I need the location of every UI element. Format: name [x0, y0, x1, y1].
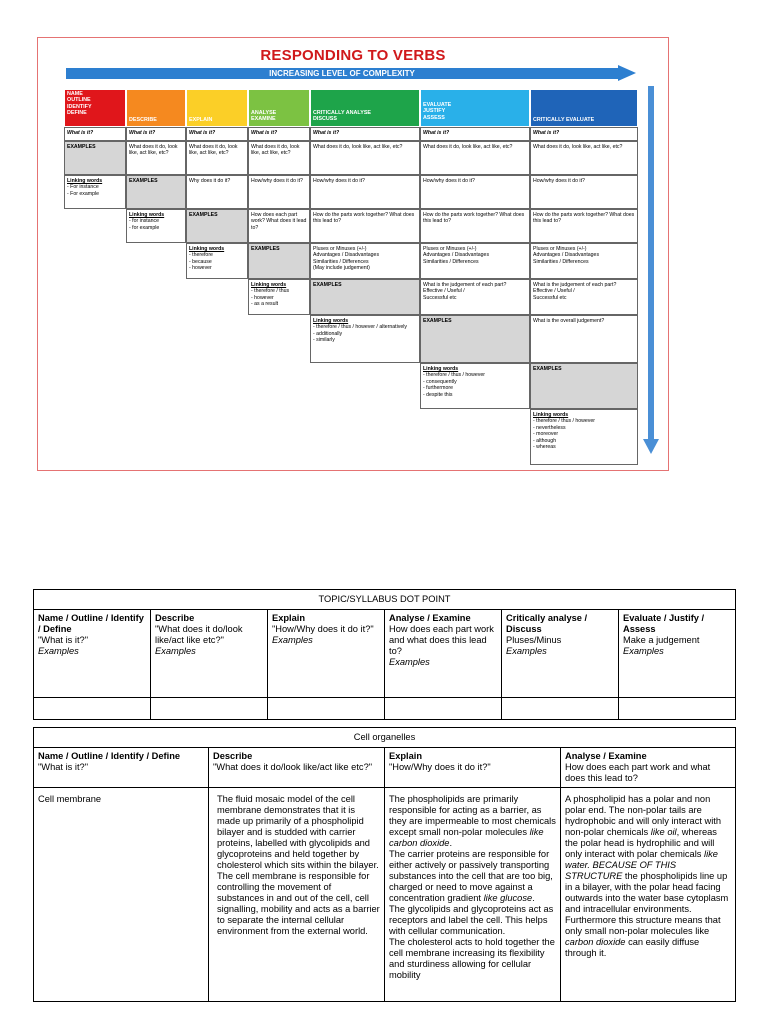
text-run: , whereas the polar head is hydrophilic and will only interact with polar chemicals [565, 827, 717, 859]
cell: How/why does it do it? [310, 175, 420, 209]
linking-item: - however [189, 265, 212, 272]
column-head: Analyse / Examine [565, 751, 647, 761]
cell: Why does it do it? [186, 175, 248, 209]
cell: How/why does it do it? [420, 175, 530, 209]
cell: What is the overall judgement? [530, 315, 638, 363]
text-run: like carbon dioxide [389, 827, 544, 848]
linking-title: Linking words [67, 178, 103, 184]
cell: Pluses or Minuses (+/-) Advantages / Disadvantages Similarities / Differences [530, 243, 638, 279]
linking-item: - therefore / thus [251, 288, 290, 295]
empty-cell[interactable] [151, 698, 268, 720]
column-head: Name / Outline / Identify / Define [38, 613, 144, 634]
cell-examples: EXAMPLES [126, 175, 186, 209]
cell-text: What is it? [533, 130, 560, 136]
linking-item: - whereas [533, 444, 556, 451]
describe-text: The fluid mosaic model of the cell membrane demonstrates that it is made up primarily of a phospholipid bilayer and is studded with carrier proteins, labelled with glycolipids and glycoproteins and held together by cholesterol which sits within the bilayer. [217, 794, 379, 870]
arrow-label: INCREASING LEVEL OF COMPLEXITY [269, 69, 415, 78]
column-header [385, 748, 561, 788]
column-head: Explain [389, 751, 423, 761]
text-run: carbon dioxide [565, 937, 626, 947]
table-title: TOPIC/SYLLABUS DOT POINT [34, 590, 736, 610]
explain-text [389, 849, 556, 904]
column-header [619, 610, 736, 698]
column-sub: "How/Why does it do it?" [389, 762, 491, 772]
column-examples: Examples [155, 646, 196, 656]
text-run: The phospholipids are primarily responsible for acting as a barrier, as they are impermeable to most chemicals except small non-polar molecules [389, 794, 556, 837]
linking-item: - for instance [129, 218, 159, 225]
header-critically-analyse: CRITICALLY ANALYSE DISCUSS [310, 89, 420, 127]
text-run: can easily diffuse through it. [565, 937, 700, 958]
describe-text: The cell membrane is responsible for controlling the movement of substances in and out of the cell, cell signalling, mobility and acts as a barrier to separate the internal cellular environment from the external world. [217, 871, 380, 936]
analyse-cell [561, 788, 736, 1002]
column-examples: Examples [389, 657, 430, 667]
linking-item: - similarly [313, 337, 335, 344]
cell-examples: EXAMPLES [530, 363, 638, 409]
complexity-arrow [66, 65, 636, 81]
header-name: NAME OUTLINE IDENTIFY DEFINE [64, 89, 126, 127]
text-run: The carrier proteins are responsible for either actively or passively transporting substances into the cell that are too big, charged or need to move against a concentration gradient [389, 849, 553, 903]
linking-item: - therefore / thus / however [533, 418, 595, 425]
cell: What is the judgement of each part? Effective / Useful / Successful etc [530, 279, 638, 315]
column-sub: "How/Why does it do it?" [272, 624, 374, 634]
cell: What does it do, look like, act like, etc? [186, 141, 248, 175]
cell: What does it do, look like, act like, etc? [420, 141, 530, 175]
empty-cell[interactable] [619, 698, 736, 720]
cell-linking [64, 175, 126, 209]
linking-title: Linking words [189, 246, 225, 252]
cell-text: What is it? [129, 130, 156, 136]
verbs-grid [64, 89, 638, 465]
cell: How do the parts work together? What does this lead to? [420, 209, 530, 243]
header-analyse: ANALYSE EXAMINE [248, 89, 310, 127]
text-run: . [532, 893, 535, 903]
vertical-arrow [643, 86, 659, 456]
cell [530, 127, 638, 141]
cell-examples: EXAMPLES [310, 279, 420, 315]
describe-cell [209, 788, 385, 1002]
cell: What does it do, look like, act like, etc? [530, 141, 638, 175]
text-run: like water. BECAUSE OF THIS STRUCTURE [565, 849, 718, 881]
cell [126, 127, 186, 141]
column-head: Evaluate / Justify / Assess [623, 613, 705, 634]
column-sub: "What does it do/look like/act like etc?" [213, 762, 373, 772]
linking-title: Linking words [251, 282, 287, 288]
explain-cell [385, 788, 561, 1002]
header-describe: DESCRIBE [126, 89, 186, 127]
linking-item: - nevertheless [533, 424, 566, 431]
text-run: the phospholipids line up in a bilayer, with the polar head facing outwards into the water base cytoplasm and intracellular environments. [565, 871, 729, 914]
column-examples: Examples [506, 646, 547, 656]
cell-linking [186, 243, 248, 279]
empty-cell[interactable] [268, 698, 385, 720]
table-header-row [34, 748, 736, 788]
cell-organelles-table [33, 727, 736, 1002]
linking-item: - moreover [533, 431, 559, 438]
column-sub: "What is it?" [38, 762, 88, 772]
cell [310, 127, 420, 141]
cell-text: What is it? [67, 130, 94, 136]
column-head: Explain [272, 613, 306, 623]
empty-cell[interactable] [385, 698, 502, 720]
empty-cell[interactable] [34, 698, 151, 720]
cell-text: What is it? [189, 130, 216, 136]
linking-item: - therefore / thus / however [423, 372, 485, 379]
cell: What does it do, look like, act like, etc? [248, 141, 310, 175]
figure-title: RESPONDING TO VERBS [260, 47, 446, 64]
column-examples: Examples [272, 635, 313, 645]
column-head: Describe [213, 751, 253, 761]
column-header [151, 610, 268, 698]
linking-item: - For instance [67, 184, 99, 191]
cell [64, 127, 126, 141]
linking-item: - for example [129, 224, 160, 231]
cell: How/why does it do it? [248, 175, 310, 209]
cell [186, 127, 248, 141]
cell [420, 127, 530, 141]
explain-text [389, 794, 556, 849]
cell: What does it do, look like, act like, etc? [126, 141, 186, 175]
cell [248, 127, 310, 141]
linking-item: - furthermore [423, 385, 453, 392]
linking-item: - despite this [423, 391, 453, 398]
column-header [268, 610, 385, 698]
cell: Pluses or Minuses (+/-) Advantages / Disadvantages Similarities / Differences (May include judgement) [310, 243, 420, 279]
column-head: Analyse / Examine [389, 613, 471, 623]
cell-examples: EXAMPLES [420, 315, 530, 363]
linking-item: - therefore / thus / however / alternatively [313, 324, 407, 331]
header-evaluate: EVALUATE JUSTIFY ASSESS [420, 89, 530, 127]
column-sub: "What is it?" [38, 635, 88, 645]
cell: How do the parts work together? What does this lead to? [530, 209, 638, 243]
column-sub: Make a judgement [623, 635, 700, 645]
cell-linking [420, 363, 530, 409]
explain-text: The cholesterol acts to hold together the cell membrane increasing its flexibility and sturdiness allowing for cellular mobility [389, 937, 555, 980]
cell-text: What is it? [313, 130, 340, 136]
cell-examples: EXAMPLES [64, 141, 126, 175]
column-examples: Examples [38, 646, 79, 656]
linking-title: Linking words [129, 212, 165, 218]
arrow-bar [648, 86, 654, 441]
table-header-row [34, 610, 736, 698]
linking-item: - however [251, 294, 274, 301]
column-sub: How does each part work and what does this lead to? [565, 762, 711, 783]
linking-item: - additionally [313, 330, 343, 337]
analyse-text [565, 794, 731, 915]
arrow-down-icon [643, 439, 659, 454]
empty-cell[interactable] [502, 698, 619, 720]
cell-linking [126, 209, 186, 243]
text-run: Furthermore this structure means that only small non-polar molecules like [565, 915, 721, 936]
column-sub: "What does it do/look like/act like etc?" [155, 624, 243, 645]
header-critically-evaluate: CRITICALLY EVALUATE [530, 89, 638, 127]
cell-linking [310, 315, 420, 363]
linking-item: - because [189, 258, 212, 265]
cell-examples: EXAMPLES [186, 209, 248, 243]
linking-item: - therefore [189, 252, 213, 259]
column-header [502, 610, 619, 698]
column-head: Describe [155, 613, 195, 623]
analyse-text [565, 915, 731, 959]
cell: How does each part work? What does it lead to? [248, 209, 310, 243]
organelle-name-text: Cell membrane [38, 794, 102, 804]
linking-item: - consequently [423, 378, 457, 385]
column-examples: Examples [623, 646, 664, 656]
text-run: . [449, 838, 453, 848]
organelle-name [34, 788, 209, 1002]
column-head: Critically analyse / Discuss [506, 613, 588, 634]
column-header [561, 748, 736, 788]
cell: Pluses or Minuses (+/-) Advantages / Disadvantages Similarities / Differences [420, 243, 530, 279]
verbs-figure [37, 37, 669, 471]
text-run: like glucose [483, 893, 533, 903]
column-header [34, 748, 209, 788]
header-explain: EXPLAIN [186, 89, 248, 127]
linking-title: Linking words [423, 366, 459, 372]
column-sub: Pluses/Minus [506, 635, 562, 645]
cell-examples: EXAMPLES [248, 243, 310, 279]
cell: How/why does it do it? [530, 175, 638, 209]
syllabus-table [33, 589, 736, 720]
column-header [209, 748, 385, 788]
linking-item: - as a result [251, 301, 279, 308]
cell: How do the parts work together? What does this lead to? [310, 209, 420, 243]
cell-text: What is it? [251, 130, 278, 136]
linking-item: - For example [67, 190, 99, 197]
column-sub: How does each part work and what does this lead to? [389, 624, 494, 656]
linking-title: Linking words [313, 318, 349, 324]
column-head: Name / Outline / Identify / Define [38, 751, 181, 761]
table-row [34, 788, 736, 1002]
cell-text: What is it? [423, 130, 450, 136]
text-run: A phospholipid has a polar and non polar end. The non-polar tails are hydrophobic and will only interact with non-polar chemicals [565, 794, 722, 837]
linking-title: Linking words [533, 412, 569, 418]
text-run: like oil [650, 827, 677, 837]
cell: What does it do, look like, act like, etc? [310, 141, 420, 175]
table-empty-row [34, 698, 736, 720]
explain-text: The glycolipids and glycoproteins act as receptors and label the cell. This helps with cellular communication. [389, 904, 554, 936]
cell-linking [248, 279, 310, 315]
column-header [34, 610, 151, 698]
cell-linking [530, 409, 638, 465]
table-title: Cell organelles [34, 728, 736, 748]
column-header [385, 610, 502, 698]
linking-item: - although [533, 437, 557, 444]
arrow-right-icon [618, 65, 636, 81]
cell: What is the judgement of each part? Effective / Useful / Successful etc [420, 279, 530, 315]
